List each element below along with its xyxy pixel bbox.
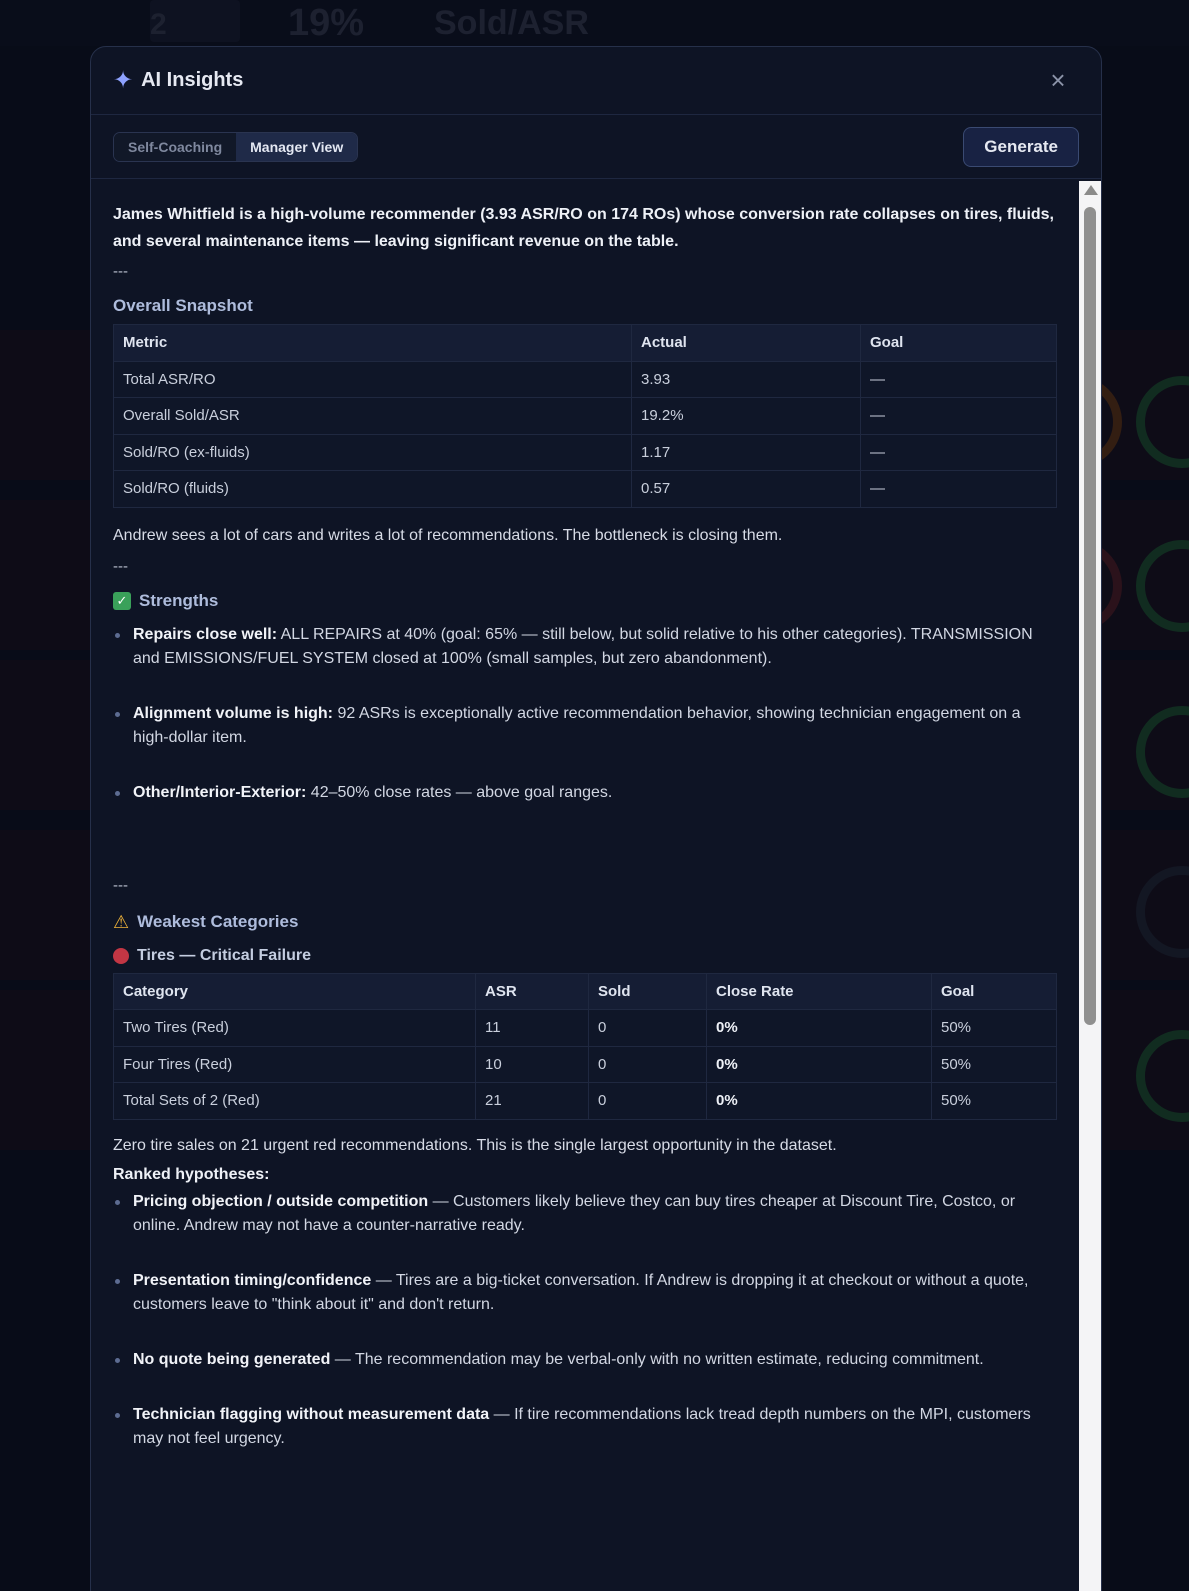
modal-title: AI Insights [141,69,244,91]
table-cell: Overall Sold/ASR [114,398,632,435]
table-cell: Total ASR/RO [114,361,632,398]
table-cell: — [861,361,1057,398]
table-cell: Two Tires (Red) [114,1010,476,1047]
check-icon: ✓ [113,592,131,610]
column-header: ASR [476,973,589,1010]
tires-table [113,973,1057,1120]
insights-scroll-area[interactable] [91,179,1102,1591]
table-cell: Sold/RO (ex-fluids) [114,434,632,471]
item-text: — Tires are a big-ticket conversation. If Andrew is dropping it at checkout or without a quote, customers leave to "think about it" and don't return. [133,1271,1029,1313]
table-cell: Total Sets of 2 (Red) [114,1083,476,1120]
list-item [113,1190,1057,1238]
table-row [114,1083,1057,1120]
table-cell: 10 [476,1046,589,1083]
table-row [114,1046,1057,1083]
column-header: Goal [861,325,1057,362]
table-row [114,361,1057,398]
scrollbar[interactable] [1079,181,1102,1591]
generate-button[interactable]: Generate [963,127,1079,167]
weakest-heading-text: Weakest Categories [137,912,299,931]
insights-report [113,201,1057,1451]
table-cell: — [861,434,1057,471]
table-row [114,434,1057,471]
item-text: — Customers likely believe they can buy tires cheaper at Discount Tire, Costco, or online. Andrew may not have a counter-narrative ready. [133,1192,1016,1234]
strengths-list [113,623,1057,805]
modal-header [91,47,1101,115]
table-cell: Four Tires (Red) [114,1046,476,1083]
column-header: Sold [589,973,707,1010]
table-row [114,1010,1057,1047]
item-text: ALL REPAIRS at 40% (goal: 65% — still below, but solid relative to his other categories). TRANSMISSION and EMISSIONS/FUEL SYSTEM closed at 100% (small samples, but zero abandonment). [133,625,1033,667]
table-cell: 19.2% [632,398,861,435]
table-cell: — [861,471,1057,508]
table-cell: 0.57 [632,471,861,508]
item-text: — If tire recommendations lack tread depth numbers on the MPI, customers may not feel urgency. [133,1405,1031,1447]
item-title: Presentation timing/confidence [133,1271,372,1289]
tires-heading-text: Tires — Critical Failure [137,946,311,964]
snapshot-heading: Overall Snapshot [113,296,253,315]
table-cell: 50% [932,1083,1057,1120]
strengths-heading-text: Strengths [139,590,219,610]
column-header: Goal [932,973,1057,1010]
snapshot-summary: Andrew sees a lot of cars and writes a lot of recommendations. The bottleneck is closing them. [113,526,783,544]
report-lead: James Whitfield is a high-volume recommender (3.93 ASR/RO on 174 ROs) whose conversion rate collapses on tires, fluids, and several maintenance items — leaving significant revenue on the table. [113,206,1054,250]
view-toggle [113,132,358,162]
table-row [114,398,1057,435]
column-header: Category [114,973,476,1010]
tires-heading [113,947,1057,965]
table-cell: 11 [476,1010,589,1047]
hypotheses-heading: Ranked hypotheses: [113,1165,270,1183]
table-cell: Sold/RO (fluids) [114,471,632,508]
tab-self-coaching[interactable]: Self-Coaching [114,133,236,161]
item-title: Technician flagging without measurement data [133,1405,490,1423]
table-cell: 0% [707,1083,932,1120]
item-text: 92 ASRs is exceptionally active recommendation behavior, showing technician engagement on a high-dollar item. [133,704,1021,746]
table-row [114,471,1057,508]
item-text: — The recommendation may be verbal-only with no written estimate, reducing commitment. [330,1350,984,1368]
scroll-up-arrow-icon[interactable] [1084,185,1098,195]
list-item [113,1269,1057,1317]
table-header-row [114,973,1057,1010]
item-title: No quote being generated [133,1350,331,1368]
separator: --- [113,263,128,280]
table-cell: 0 [589,1046,707,1083]
list-item [113,1403,1057,1451]
table-cell: — [861,398,1057,435]
list-item [113,702,1057,750]
item-title: Other/Interior-Exterior: [133,783,307,801]
column-header: Close Rate [707,973,932,1010]
table-cell: 0% [707,1046,932,1083]
separator: --- [113,557,128,575]
separator: --- [113,876,128,894]
list-item [113,781,1057,805]
tires-summary: Zero tire sales on 21 urgent red recommendations. This is the single largest opportunity in the dataset. [113,1136,837,1154]
item-text: 42–50% close rates — above goal ranges. [306,783,613,801]
item-title: Repairs close well: [133,625,278,643]
table-cell: 3.93 [632,361,861,398]
red-circle-icon [113,948,129,964]
table-cell: 21 [476,1083,589,1120]
item-title: Pricing objection / outside competition [133,1192,429,1210]
table-cell: 50% [932,1010,1057,1047]
table-cell: 0 [589,1083,707,1120]
item-title: Alignment volume is high: [133,704,334,722]
column-header: Metric [114,325,632,362]
table-cell: 0 [589,1010,707,1047]
list-item [113,623,1057,671]
strengths-heading [113,591,1057,611]
modal-toolbar [91,115,1101,179]
table-cell: 0% [707,1010,932,1047]
table-header-row [114,325,1057,362]
list-item [113,1348,1057,1372]
snapshot-table [113,324,1057,508]
hypotheses-list [113,1190,1057,1451]
weakest-heading [113,912,1057,933]
tab-manager-view[interactable]: Manager View [236,133,357,161]
sparkle-icon: ✦ [113,66,134,94]
close-button[interactable]: × [1050,65,1066,95]
warning-icon: ⚠ [113,911,130,932]
scrollbar-thumb[interactable] [1084,207,1096,1025]
column-header: Actual [632,325,861,362]
table-cell: 50% [932,1046,1057,1083]
ai-insights-modal [90,46,1102,1591]
table-cell: 1.17 [632,434,861,471]
